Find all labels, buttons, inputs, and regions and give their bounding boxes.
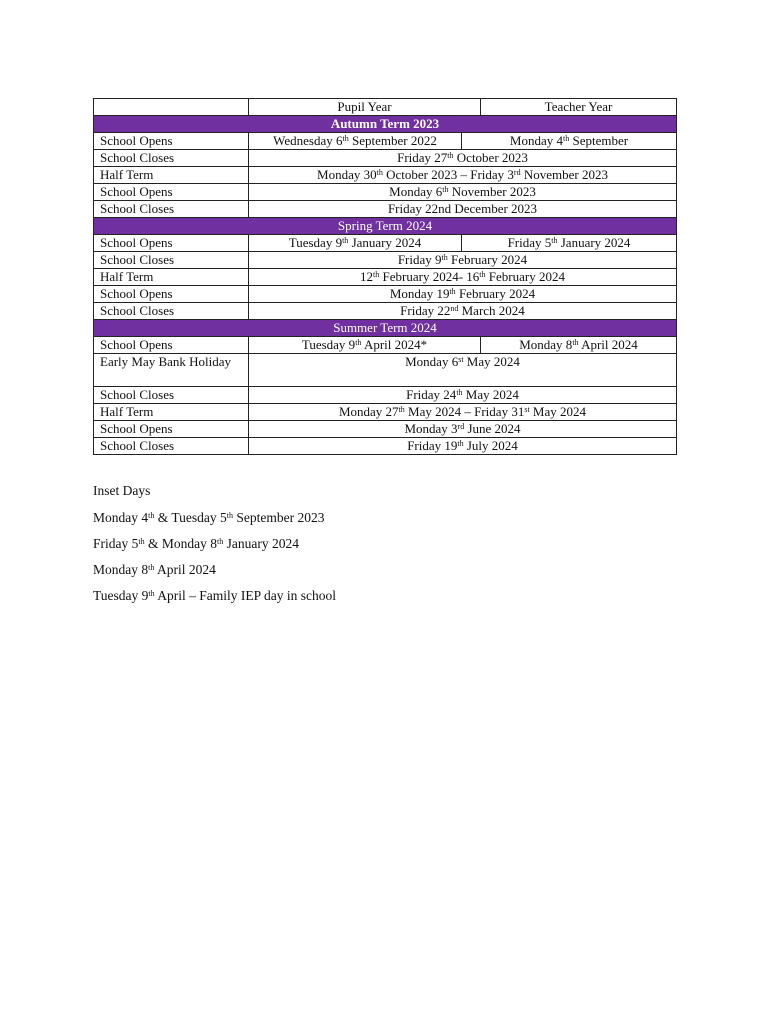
- date-value: Friday 27th October 2023: [249, 150, 677, 167]
- row-label: School Closes: [94, 150, 249, 167]
- pupil-date: Tuesday 9th January 2024: [249, 235, 462, 252]
- table-row: [94, 303, 677, 320]
- inset-day-line: Friday 5th & Monday 8th January 2024: [93, 536, 299, 551]
- inset-day-line: Tuesday 9th April – Family IEP day in school: [93, 588, 336, 603]
- date-value: Monday 27th May 2024 – Friday 31st May 2024: [249, 404, 677, 421]
- row-label: School Opens: [94, 421, 249, 438]
- date-value: Monday 6th November 2023: [249, 184, 677, 201]
- date-value: 12th February 2024- 16th February 2024: [249, 269, 677, 286]
- table-row: [94, 404, 677, 421]
- row-label: School Closes: [94, 201, 249, 218]
- teacher-date: Friday 5th January 2024: [462, 235, 677, 252]
- table-row: [94, 150, 677, 167]
- row-label: Half Term: [94, 269, 249, 286]
- summer-term-header: [94, 320, 677, 337]
- pupil-date: Wednesday 6th September 2022: [249, 133, 462, 150]
- table-row: [94, 387, 677, 404]
- term-dates-table: [93, 98, 677, 455]
- date-value: Monday 30th October 2023 – Friday 3rd November 2023: [249, 167, 677, 184]
- row-label: School Opens: [94, 286, 249, 303]
- date-value: Friday 22nd March 2024: [249, 303, 677, 320]
- inset-day-line: Monday 8th April 2024: [93, 562, 216, 577]
- row-label: Half Term: [94, 404, 249, 421]
- table-row: [94, 421, 677, 438]
- date-value: Monday 3rd June 2024: [249, 421, 677, 438]
- teacher-date: Monday 4th September: [462, 133, 677, 150]
- teacher-date: Monday 8th April 2024: [481, 337, 677, 354]
- table-row: [94, 337, 677, 354]
- row-label: School Closes: [94, 252, 249, 269]
- row-label: School Closes: [94, 438, 249, 455]
- row-label: Early May Bank Holiday: [94, 354, 249, 387]
- header-empty-cell: [94, 99, 249, 116]
- row-label: School Closes: [94, 387, 249, 404]
- spring-term-title: Spring Term 2024: [94, 218, 677, 235]
- table-row: [94, 201, 677, 218]
- row-label: School Opens: [94, 184, 249, 201]
- row-label: School Opens: [94, 133, 249, 150]
- inset-day-line: Monday 4th & Tuesday 5th September 2023: [93, 510, 325, 525]
- table-row: [94, 133, 677, 150]
- row-label: School Opens: [94, 337, 249, 354]
- table-row: [94, 184, 677, 201]
- date-value: Friday 24th May 2024: [249, 387, 677, 404]
- row-label: School Closes: [94, 303, 249, 320]
- table-header-row: [94, 99, 677, 116]
- header-teacher-year: Teacher Year: [481, 99, 677, 116]
- date-value: Monday 19th February 2024: [249, 286, 677, 303]
- table-row: [94, 354, 677, 387]
- date-value: Monday 6st May 2024: [249, 354, 677, 387]
- table-row: [94, 438, 677, 455]
- spring-term-header: [94, 218, 677, 235]
- date-value: Friday 9th February 2024: [249, 252, 677, 269]
- table-row: [94, 252, 677, 269]
- autumn-term-title: Autumn Term 2023: [94, 116, 677, 133]
- table-row: [94, 167, 677, 184]
- row-label: School Opens: [94, 235, 249, 252]
- table-row: [94, 235, 677, 252]
- row-label: Half Term: [94, 167, 249, 184]
- autumn-term-header: [94, 116, 677, 133]
- table-row: [94, 269, 677, 286]
- header-pupil-year: Pupil Year: [249, 99, 481, 116]
- inset-days-title: Inset Days: [93, 483, 151, 498]
- summer-term-title: Summer Term 2024: [94, 320, 677, 337]
- date-value: Friday 19th July 2024: [249, 438, 677, 455]
- date-value: Friday 22nd December 2023: [249, 201, 677, 218]
- table-row: [94, 286, 677, 303]
- pupil-date: Tuesday 9th April 2024*: [249, 337, 481, 354]
